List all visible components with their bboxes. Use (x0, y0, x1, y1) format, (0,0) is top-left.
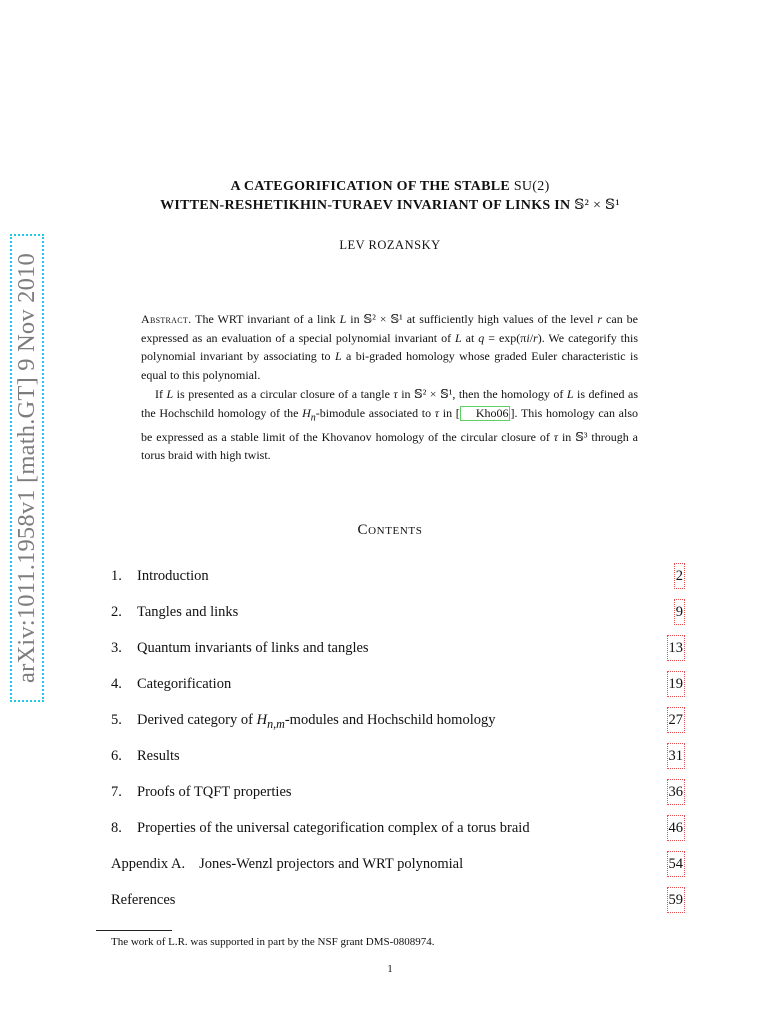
abstract-paragraph-2: If L is presented as a circular closure of a tangle τ in 𝕊² × 𝕊¹, then the homology of L is defined as the Hochschild homology of the $H_n$-bimodule associated to τ in [ Kho06 ]. This homology can also be expressed as a stable limit of the Khovanov homology of the circular closure of τ in 𝕊³ through a torus braid with high twist. (141, 386, 638, 463)
abstract-label: Abstract. (141, 312, 192, 326)
toc-page-link[interactable]: 19 (667, 671, 686, 697)
toc-page-link[interactable]: 54 (667, 851, 686, 877)
s2-times-s1: 𝕊² × 𝕊¹ (574, 198, 620, 213)
toc-item-tangles[interactable]: 2. Tangles and links 9 (111, 598, 685, 634)
author-name: LEV ROZANSKY (339, 238, 441, 252)
paper-title-line-2: WITTEN-RESHETIKHIN-TURAEV INVARIANT OF LINKS IN 𝕊² × 𝕊¹ (160, 198, 620, 213)
su2-group: SU(2) (513, 179, 550, 194)
arxiv-stamp[interactable] (10, 234, 44, 702)
toc-item-results[interactable]: 6. Results 31 (111, 742, 685, 778)
toc-item-introduction[interactable]: 1. Introduction 2 (111, 562, 685, 598)
footnote: The work of L.R. was supported in part by the NSF grant DMS-0808974. (111, 936, 435, 948)
toc-page-link[interactable]: 31 (667, 743, 686, 769)
toc-page-link[interactable]: 9 (674, 599, 685, 625)
footnote-rule (96, 930, 172, 931)
toc-item-references[interactable]: References 59 (111, 886, 685, 922)
toc-item-tqft-proofs[interactable]: 7. Proofs of TQFT properties 36 (111, 778, 685, 814)
paper-title-line-1: A CATEGORIFICATION OF THE STABLE SU(2) (230, 179, 550, 194)
toc-item-quantum-invariants[interactable]: 3. Quantum invariants of links and tangles 13 (111, 634, 685, 670)
toc-page-link[interactable]: 46 (667, 815, 686, 841)
contents-heading: Contents (357, 522, 423, 538)
citation-link[interactable]: Kho06 (460, 406, 511, 421)
abstract-paragraph-1: Abstract. The WRT invariant of a link L in 𝕊² × 𝕊¹ at sufficiently high values of the level r can be expressed as an evaluation of a special polynomial invariant of L at q = exp(πi/r). We categorify this polynomial invariant by associating to L a bi-graded homology whose graded Euler characteristic is equal to this polynomial. (141, 312, 638, 383)
toc-page-link[interactable]: 2 (674, 563, 685, 589)
toc-item-torus-braid[interactable]: 8. Properties of the universal categorification complex of a torus braid 46 (111, 814, 685, 850)
arxiv-stamp-text: arXiv:1011.1958v1 [math.GT] 9 Nov 2010 (13, 253, 40, 683)
toc-item-derived-category[interactable]: 5. Derived category of $H_{n,m}$-modules and Hochschild homology 27 (111, 706, 685, 742)
abstract (141, 310, 638, 465)
toc-item-categorification[interactable]: 4. Categorification 19 (111, 670, 685, 706)
toc-page-link[interactable]: 13 (667, 635, 686, 661)
toc-page-link[interactable]: 59 (667, 887, 686, 913)
toc-page-link[interactable]: 27 (667, 707, 686, 733)
toc-page-link[interactable]: 36 (667, 779, 686, 805)
table-of-contents (111, 562, 685, 922)
toc-item-appendix-a[interactable]: Appendix A. Jones-Wenzl projectors and WRT polynomial 54 (111, 850, 685, 886)
page-number: 1 (387, 963, 393, 975)
